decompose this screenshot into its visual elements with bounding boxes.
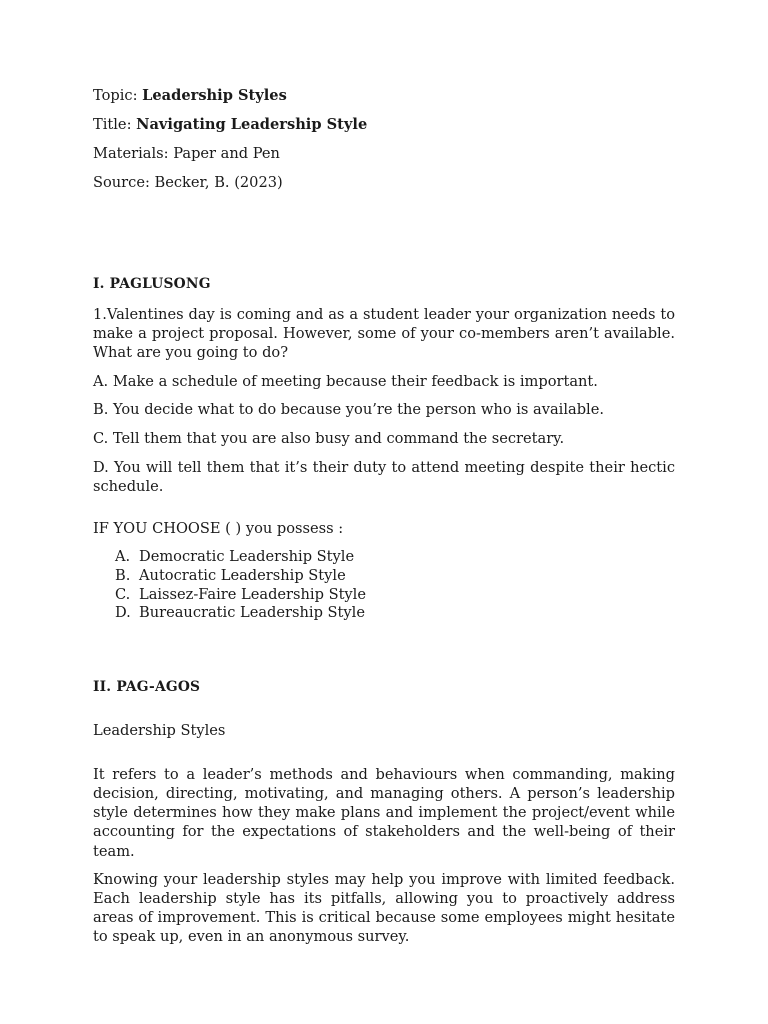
choice-b: B. You decide what to do because you’re the person who is available. — [93, 400, 605, 418]
paragraph-1: It refers to a leader’s methods and behaviours when commanding, making decision, directing, motivating, and managing others. A person’s leadership style determines how they make plans and implement the project/event while accounting for the expectations of stakeholders and the well-being of their team. — [93, 765, 675, 860]
section-1-heading: I. PAGLUSONG — [93, 275, 211, 292]
style-option — [115, 548, 366, 567]
style-option — [115, 604, 366, 623]
title-line — [93, 115, 367, 135]
style-option-text: Laissez-Faire Leadership Style — [139, 585, 366, 603]
paragraph-2: Knowing your leadership styles may help you improve with limited feedback. Each leadership style has its pitfalls, allowing you to proactively address areas of improvement. This is critical because some employees might hesitate to speak up, even in an anonymous survey. — [93, 870, 675, 946]
leadership-style-options — [115, 548, 366, 623]
style-option-letter: A. — [115, 548, 131, 565]
topic-line — [93, 86, 287, 106]
section-2-heading: II. PAG-AGOS — [93, 678, 201, 695]
style-option-text: Autocratic Leadership Style — [139, 566, 346, 584]
style-option-letter: C. — [115, 585, 131, 603]
choice-c: C. Tell them that you are also busy and command the secretary. — [93, 429, 565, 447]
source-line: Source: Becker, B. (2023) — [93, 174, 283, 191]
choice-d: D. You will tell them that it’s their duty to attend meeting despite their hectic schedule. — [93, 458, 675, 495]
style-option-text: Bureaucratic Leadership Style — [139, 604, 365, 622]
style-option — [115, 586, 366, 605]
style-option — [115, 567, 366, 586]
section-2-subheading: Leadership Styles — [93, 722, 226, 739]
materials-line: Materials: Paper and Pen — [93, 145, 280, 162]
style-option-letter: B. — [115, 566, 131, 584]
topic-value: Leadership Styles — [142, 87, 287, 104]
style-option-text: Democratic Leadership Style — [139, 548, 355, 565]
topic-label: Topic: — [93, 87, 138, 104]
style-option-letter: D. — [115, 604, 131, 622]
title-label: Title: — [93, 116, 132, 133]
if-you-choose-line: IF YOU CHOOSE ( ) you possess : — [93, 520, 344, 537]
question-text: 1.Valentines day is coming and as a student leader your organization needs to make a project proposal. However, some of your co-members aren’t available. What are you going to do? — [93, 305, 675, 362]
title-value: Navigating Leadership Style — [136, 116, 368, 133]
choice-a: A. Make a schedule of meeting because their feedback is important. — [93, 372, 598, 390]
